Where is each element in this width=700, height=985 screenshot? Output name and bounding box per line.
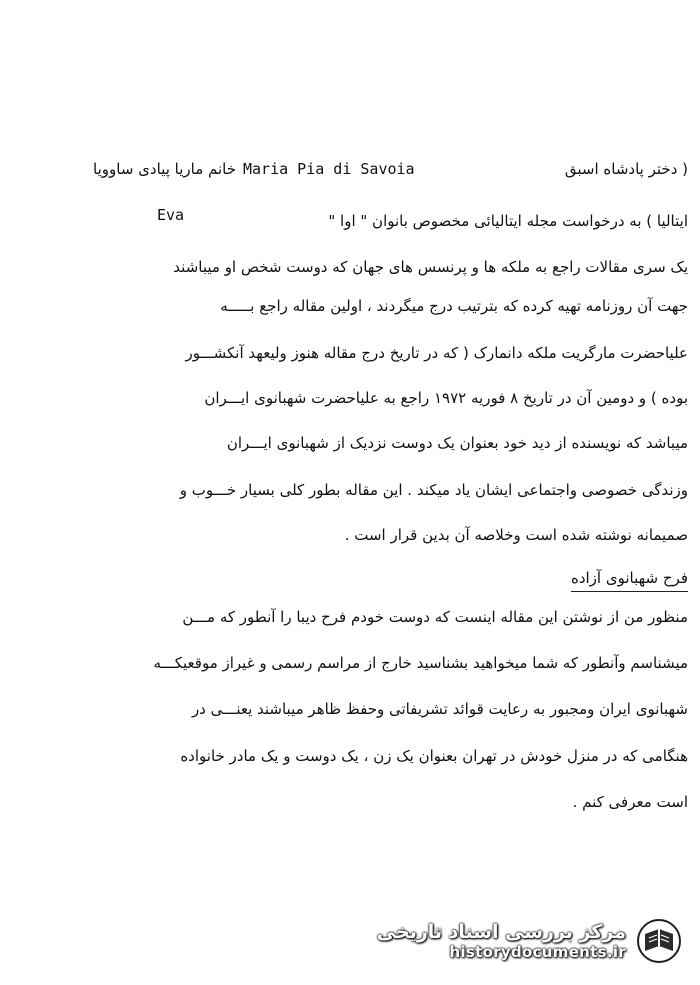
doc-line-8: وزندگی خصوصی واجتماعی ایشان یاد میکند . این مقاله بطور کلی بسیار خـــوب و: [179, 481, 688, 499]
watermark-url: historydocuments.ir: [449, 943, 626, 961]
doc-line-7: میباشد که نویسنده از دید خود بعنوان یک دوست نزدیک از شهبانوی ایـــران: [226, 434, 688, 452]
watermark: [377, 918, 682, 964]
para2-line: میشناسم وآنطور که شما میخواهید بشناسید خارج از مراسم رسمی و غیراز موقعیکـــه: [153, 654, 688, 672]
para2-line: منظور من از نوشتن این مقاله اینست که دوست خودم فرح دیبا را آنطور که مـــن: [182, 608, 688, 626]
doc-line-6: بوده ) و دومین آن در تاریخ ۸ فوریه ۱۹۷۲ راجع به علیاحضرت شهبانوی ایـــران: [204, 389, 688, 407]
doc-line-1-start: خانم ماریا پیادی ساوویا: [93, 160, 236, 178]
para2-line: شهبانوی ایران ومجبور به رعایت قوائد تشریفاتی وحفظ ظاهر میباشند یعنـــی در: [191, 700, 688, 718]
doc-line-1-latin: Maria Pia di Savoia: [243, 160, 415, 178]
para2-line: هنگامی که در منزل خودش در تهران بعنوان یک زن ، یک دوست و یک مادر خانواده: [180, 747, 688, 765]
doc-line-2-latin: Eva: [157, 206, 185, 224]
section-heading: فرح شهبانوی آزاده: [571, 569, 688, 592]
doc-line-2: ایتالیا ) به درخواست مجله ایتالیائی مخصوص بانوان " اوا ": [328, 212, 688, 230]
doc-line-4: جهت آن روزنامه تهیه کرده که بترتیب درج میگردند ، اولین مقاله راجع بـــــه: [220, 297, 688, 315]
doc-line-3: یک سری مقالات راجع به ملکه ها و پرنسس های جهان که دوست شخص او میباشند: [173, 258, 688, 276]
doc-line-1-tail: ( دختر پادشاه اسبق: [564, 160, 688, 178]
book-logo-icon: [636, 918, 682, 964]
watermark-title: مرکز بررسی اسناد تاریخی: [376, 921, 626, 943]
doc-line-5: علیاحضرت مارگریت ملکه دانمارک ( که در تاریخ درج مقاله هنوز ولیعهد آنکشـــور: [185, 344, 688, 362]
para2-line: است معرفی کنم .: [572, 793, 688, 811]
doc-line-9: صمیمانه نوشته شده است وخلاصه آن بدین قرار است .: [344, 526, 688, 544]
